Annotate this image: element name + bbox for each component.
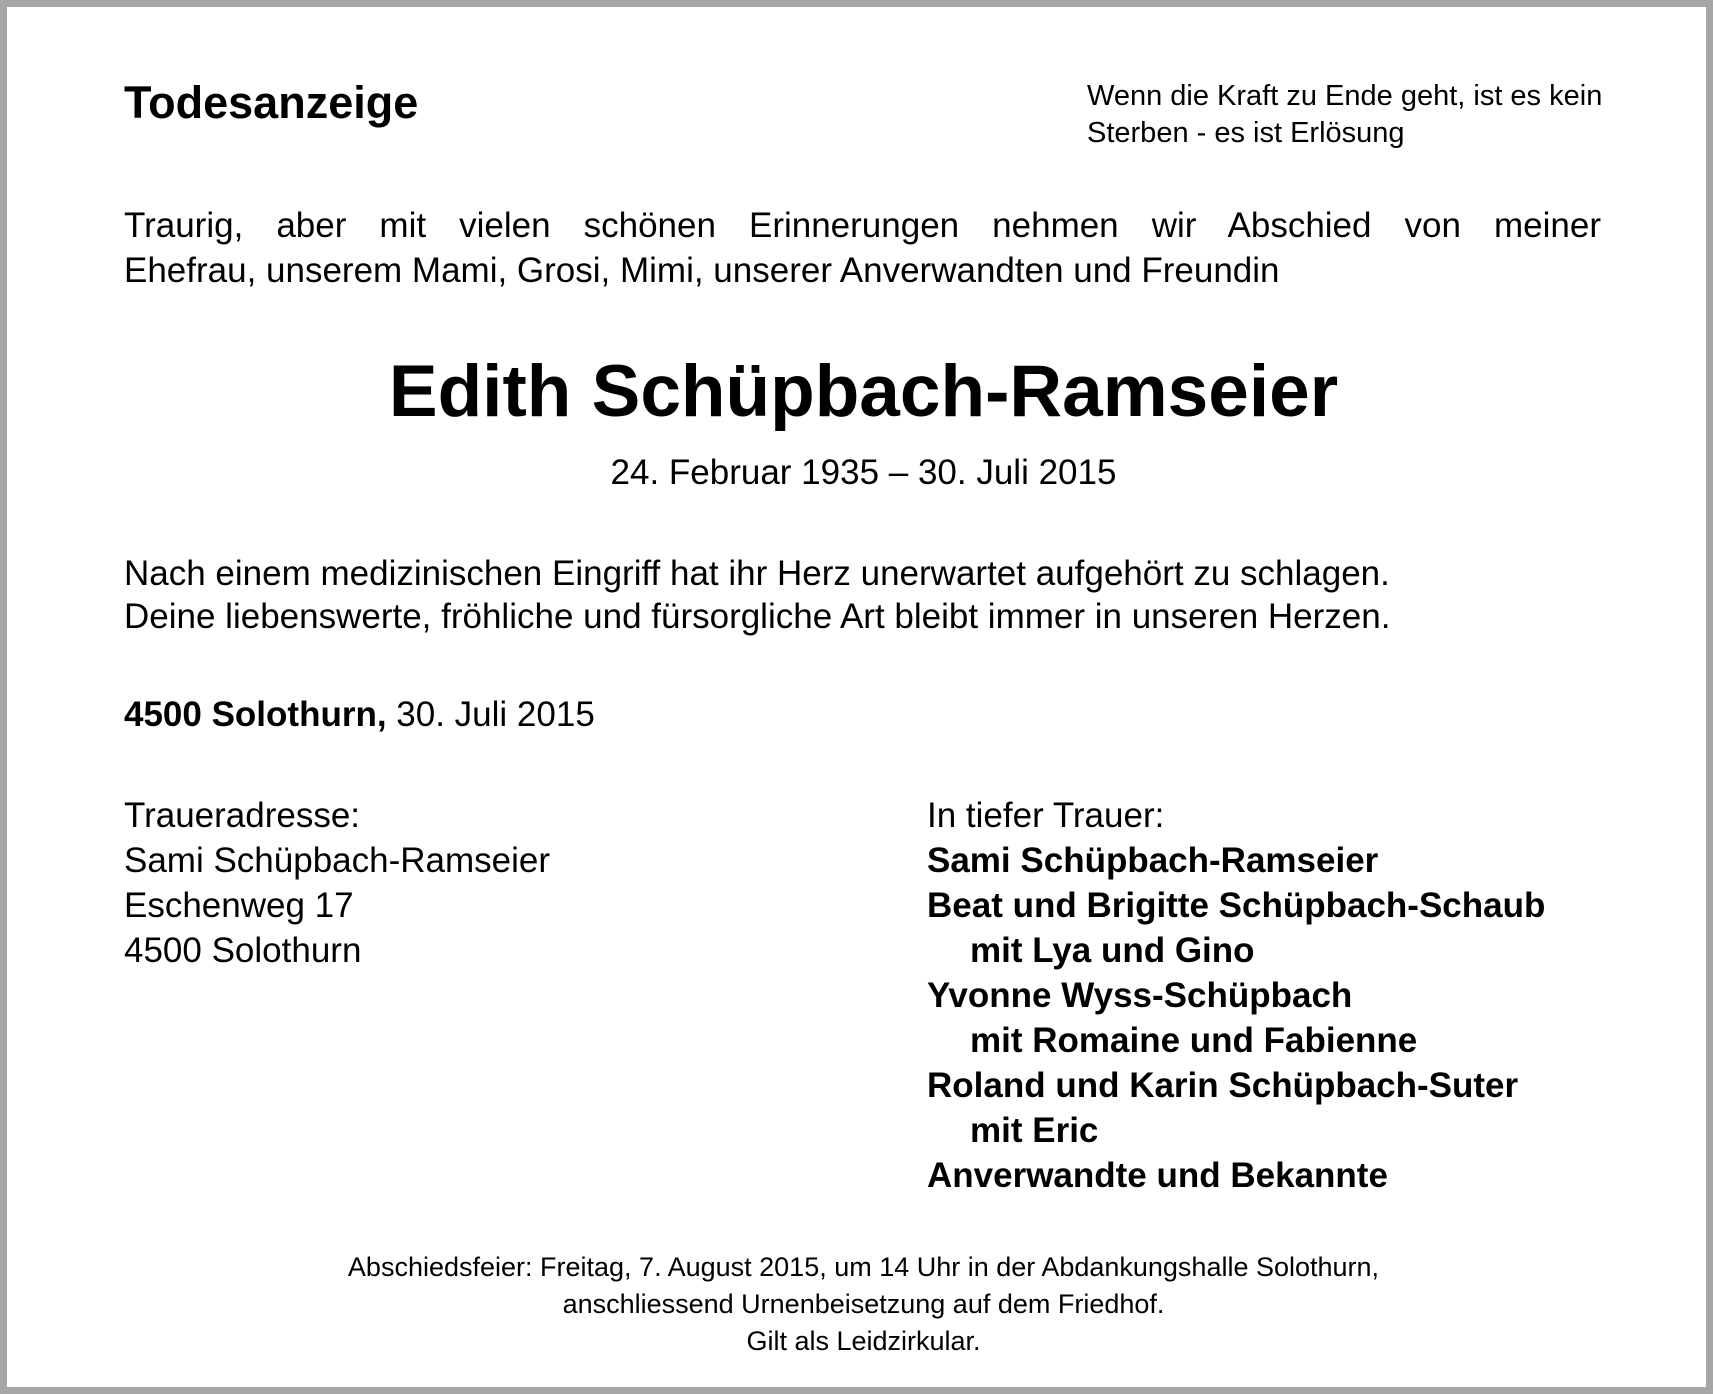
motto-quote (1087, 78, 1602, 152)
intro-text (124, 203, 1601, 293)
footer-line-1: Abschiedsfeier: Freitag, 7. August 2015, um 14 Uhr in der Abdankungshalle Solothurn, (347, 1252, 1380, 1282)
mourner-item: Sami Schüpbach-Ramseier (927, 841, 1379, 880)
intro-line-2: Ehefrau, unserem Mami, Grosi, Mimi, unserer Anverwandten und Freundin (124, 251, 1280, 290)
notice-heading: Todesanzeige (124, 77, 419, 128)
address-label: Traueradresse: (124, 796, 361, 835)
message-line-2: Deine liebenswerte, fröhliche und fürsorgliche Art bleibt immer in unseren Herzen. (124, 597, 1391, 636)
address-name: Sami Schüpbach-Ramseier (124, 841, 551, 880)
memorial-message (124, 552, 1390, 638)
place-and-date (124, 692, 595, 737)
life-dates: 24. Februar 1935 – 30. Juli 2015 (610, 453, 1117, 492)
mourner-item: Yvonne Wyss-Schüpbach (927, 976, 1353, 1015)
place-location: 4500 Solothurn, (124, 695, 387, 734)
deceased-name: Edith Schüpbach-Ramseier (388, 351, 1339, 432)
place-date: 30. Juli 2015 (396, 695, 595, 734)
mourner-item: mit Romaine und Fabienne (970, 1021, 1418, 1060)
message-line-1: Nach einem medizinischen Eingriff hat ihr Herz unerwartet aufgehört zu schlagen. (124, 554, 1390, 593)
ceremony-info (7, 1249, 1713, 1360)
footer-line-2: anschliessend Urnenbeisetzung auf dem Friedhof. (562, 1289, 1165, 1319)
motto-line-1: Wenn die Kraft zu Ende geht, ist es kein (1087, 80, 1603, 112)
mourner-item: Beat und Brigitte Schüpbach-Schaub (927, 886, 1546, 925)
motto-line-2: Sterben - es ist Erlösung (1087, 117, 1405, 149)
intro-line-1: Traurig, aber mit vielen schönen Erinnerungen nehmen wir Abschied von meiner (124, 206, 1601, 245)
mourner-item: mit Lya und Gino (970, 931, 1255, 970)
mourners-list (927, 793, 1545, 1198)
mourner-item: Roland und Karin Schüpbach-Suter (927, 1066, 1519, 1105)
mourners-label: In tiefer Trauer: (927, 796, 1165, 835)
footer-line-3: Gilt als Leidzirkular. (746, 1326, 981, 1356)
address-city: 4500 Solothurn (124, 931, 362, 970)
mourner-item: mit Eric (970, 1111, 1099, 1150)
mourner-item: Anverwandte und Bekannte (927, 1156, 1388, 1195)
mourning-address (124, 793, 550, 973)
address-street: Eschenweg 17 (124, 886, 354, 925)
